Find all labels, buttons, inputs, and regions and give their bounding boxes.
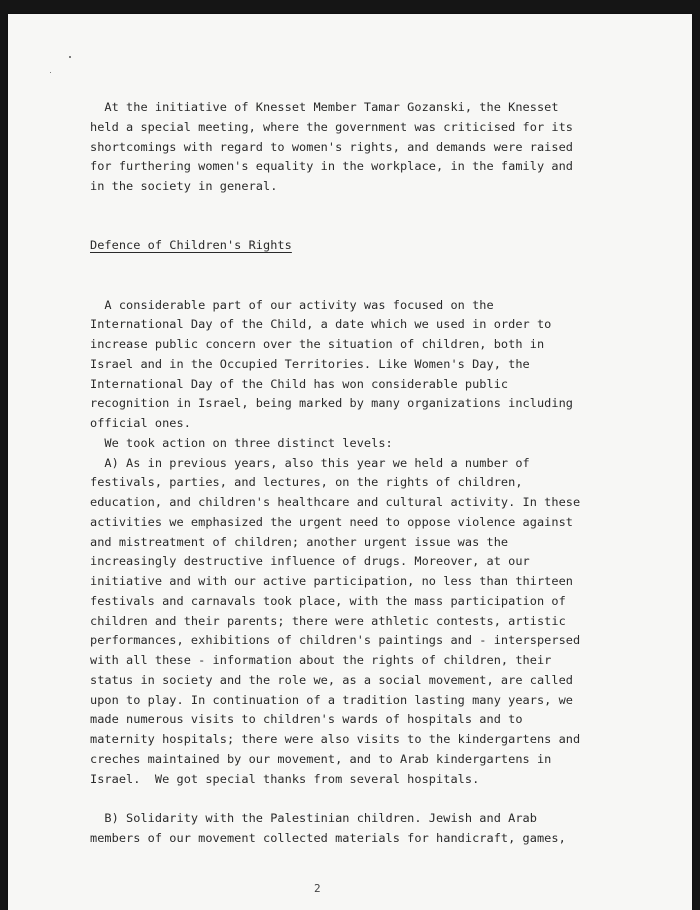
text-line: We took action on three distinct levels: xyxy=(90,435,393,450)
text-line: made numerous visits to children's wards of hospitals and to xyxy=(90,712,523,727)
text-line: with all these - information about the rights of children, their xyxy=(90,653,552,667)
paper-speck xyxy=(50,72,51,73)
text-line: education, and children's healthcare and cultural activity. In these xyxy=(90,495,581,509)
text-line: festivals, parties, and lectures, on the rights of children, xyxy=(90,475,523,490)
text-line: creches maintained by our movement, and to Arab kindergartens in xyxy=(90,751,552,766)
text-line: festivals and carnavals took place, with the mass participation of xyxy=(90,593,566,608)
text-line: performances, exhibitions of children's paintings and - interspersed xyxy=(90,633,581,648)
text-line: status in society and the role we, as a social movement, are called xyxy=(90,672,573,687)
text-line: in the society in general. xyxy=(90,179,278,193)
text-line: increasingly destructive influence of drugs. Moreover, at our xyxy=(90,554,530,569)
paragraph-knesset-meeting xyxy=(90,98,573,197)
text-line: Israel and in the Occupied Territories. Like Women's Day, the xyxy=(90,356,530,371)
text-line: International Day of the Child has won considerable public xyxy=(90,376,509,391)
section-heading: Defence of Children's Rights xyxy=(90,238,292,253)
text-line: members of our movement collected materials for handicraft, games, xyxy=(90,830,566,845)
text-line: activities we emphasized the urgent need to oppose violence against xyxy=(90,514,573,529)
text-line: B) Solidarity with the Palestinian children. Jewish and Arab xyxy=(90,811,537,825)
text-line: upon to play. In continuation of a tradition lasting many years, we xyxy=(90,692,573,707)
text-line: A considerable part of our activity was focused on the xyxy=(90,297,494,312)
paper-speck xyxy=(69,56,71,58)
text-line: A) As in previous years, also this year we held a number of xyxy=(90,455,530,470)
document-page xyxy=(8,14,692,910)
page-number: 2 xyxy=(314,882,321,895)
text-line: At the initiative of Knesset Member Tamar Gozanski, the Knesset xyxy=(90,100,559,114)
text-line: maternity hospitals; there were also visits to the kindergartens and xyxy=(90,732,581,746)
text-line: recognition in Israel, being marked by many organizations including xyxy=(90,396,573,411)
paragraph-solidarity xyxy=(90,809,566,849)
text-line: and mistreatment of children; another urgent issue was the xyxy=(90,534,509,549)
text-line: official ones. xyxy=(90,416,191,430)
text-line: Israel. We got special thanks from several hospitals. xyxy=(90,771,480,786)
text-line: held a special meeting, where the government was criticised for its xyxy=(90,119,573,134)
text-line: shortcomings with regard to women's rights, and demands were raised xyxy=(90,139,573,154)
text-line: children and their parents; there were athletic contests, artistic xyxy=(90,613,566,628)
text-line: International Day of the Child, a date which we used in order to xyxy=(90,317,552,332)
text-line: increase public concern over the situation of children, both in xyxy=(90,337,545,351)
paragraph-childrens-day xyxy=(90,296,581,790)
text-line: for furthering women's equality in the workplace, in the family and xyxy=(90,159,573,174)
text-line: initiative and with our active participation, no less than thirteen xyxy=(90,574,573,588)
document-body xyxy=(90,98,581,849)
